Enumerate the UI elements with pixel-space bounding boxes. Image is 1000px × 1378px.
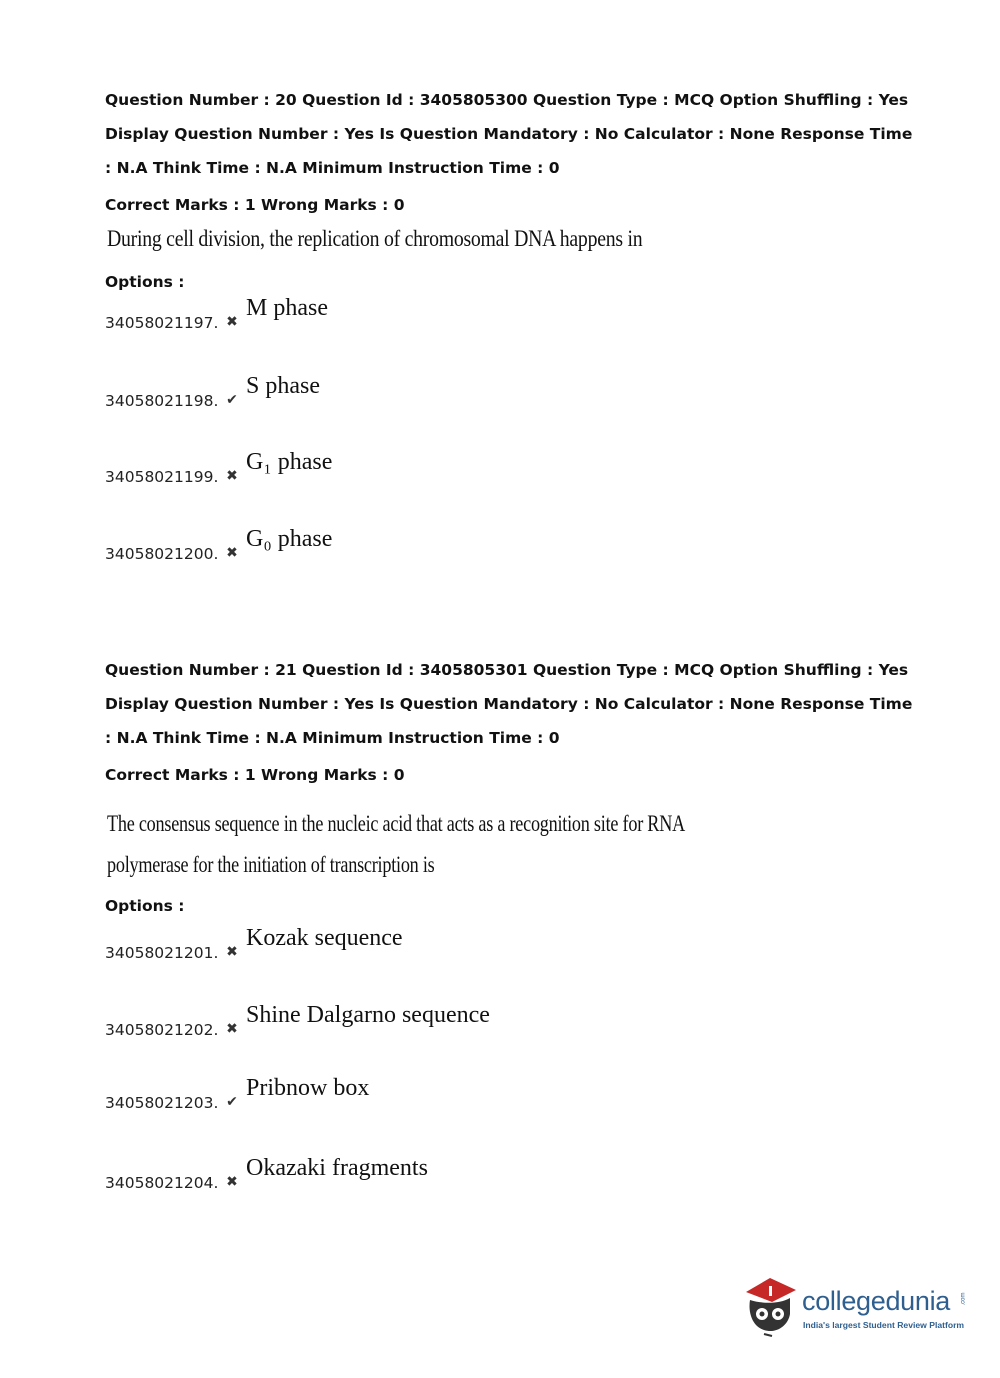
cross-icon: ✖ [226, 314, 238, 330]
meta-line: : N.A Think Time : N.A Minimum Instruction Time : 0 [105, 729, 560, 747]
question-20-marks: Correct Marks : 1 Wrong Marks : 0 [105, 196, 405, 214]
question-text-line: polymerase for the initiation of transcription is [107, 852, 435, 877]
option-id: 34058021200. [105, 545, 219, 563]
meta-line: Question Number : 21 Question Id : 3405805301 Question Type : MCQ Option Shuffling : Yes [105, 661, 909, 679]
meta-line: Display Question Number : Yes Is Question Mandatory : No Calculator : None Response Time [105, 695, 913, 713]
option-34058021202[interactable] [105, 999, 705, 1039]
option-text: M phase [246, 295, 328, 321]
meta-line: : N.A Think Time : N.A Minimum Instruction Time : 0 [105, 159, 560, 177]
cross-icon: ✖ [226, 545, 238, 561]
option-id: 34058021204. [105, 1174, 219, 1192]
cross-icon: ✖ [226, 944, 238, 960]
question-20-meta [105, 83, 915, 185]
cross-icon: ✖ [226, 468, 238, 484]
option-id: 34058021197. [105, 314, 219, 332]
question-21-text [107, 803, 707, 885]
logo-name: collegedunia [802, 1286, 951, 1316]
option-id: 34058021203. [105, 1094, 219, 1112]
question-text-line: During cell division, the replication of chromosomal DNA happens in [107, 226, 643, 251]
option-text: Pribnow box [246, 1075, 370, 1101]
option-text: Shine Dalgarno sequence [246, 1002, 490, 1028]
option-text: Kozak sequence [246, 925, 403, 951]
cross-icon: ✖ [226, 1021, 238, 1037]
option-id: 34058021201. [105, 944, 219, 962]
meta-line: Question Number : 20 Question Id : 3405805300 Question Type : MCQ Option Shuffling : Yes [105, 91, 909, 109]
option-text: G₁ phase [246, 449, 333, 475]
option-34058021198[interactable] [105, 370, 705, 410]
question-21-options-label: Options : [105, 897, 185, 915]
logo-tagline: India's largest Student Review Platform [803, 1320, 965, 1330]
option-id: 34058021202. [105, 1021, 219, 1039]
question-21-meta [105, 653, 915, 755]
check-icon: ✔ [226, 392, 238, 408]
collegedunia-logo[interactable] [742, 1272, 972, 1342]
meta-line: Display Question Number : Yes Is Question Mandatory : No Calculator : None Response Time [105, 125, 913, 143]
mascot-icon [742, 1272, 800, 1340]
question-text-line: The consensus sequence in the nucleic acid that acts as a recognition site for RNA [107, 811, 685, 836]
logo-suffix: .com [960, 1292, 967, 1306]
option-34058021199[interactable] [105, 446, 705, 486]
option-34058021204[interactable] [105, 1152, 705, 1192]
option-text: S phase [246, 373, 320, 399]
cross-icon: ✖ [226, 1174, 238, 1190]
question-20-text [107, 226, 709, 252]
question-21-marks: Correct Marks : 1 Wrong Marks : 0 [105, 766, 405, 784]
option-34058021201[interactable] [105, 922, 705, 962]
option-34058021203[interactable] [105, 1072, 705, 1112]
option-34058021197[interactable] [105, 292, 705, 332]
option-34058021200[interactable] [105, 523, 705, 563]
question-20-options-label: Options : [105, 273, 185, 291]
option-text: Okazaki fragments [246, 1155, 428, 1181]
check-icon: ✔ [226, 1094, 238, 1110]
option-id: 34058021198. [105, 392, 219, 410]
option-text: G₀ phase [246, 526, 333, 552]
option-id: 34058021199. [105, 468, 219, 486]
